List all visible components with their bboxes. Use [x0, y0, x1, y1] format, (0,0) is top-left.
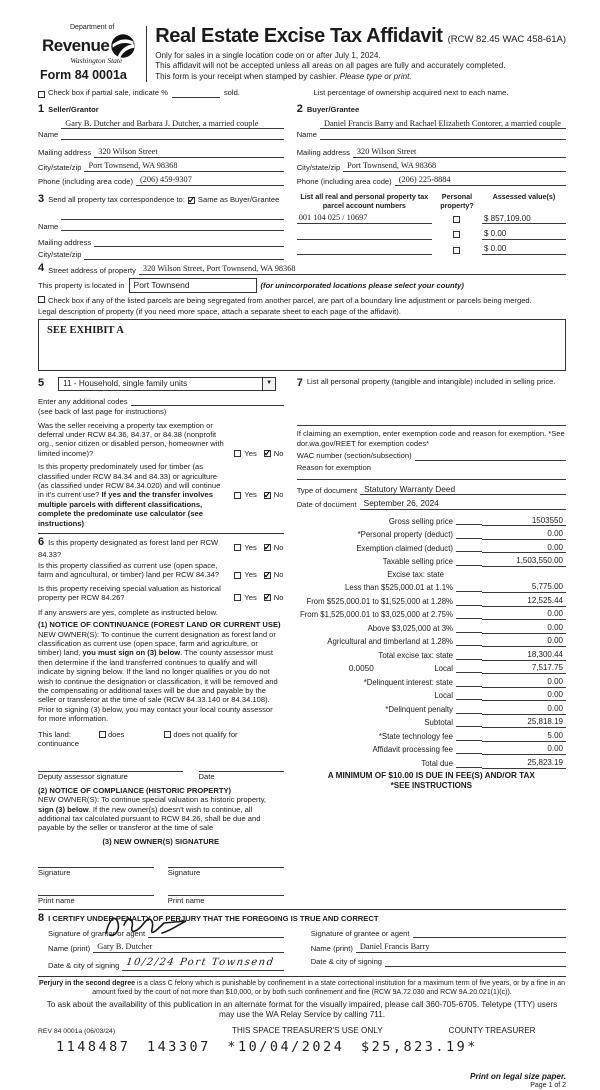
- treasurer-use-label: THIS SPACE TREASURER'S USE ONLY: [231, 1026, 383, 1036]
- money-row: Exemption claimed (deduct) 0.00: [297, 543, 566, 554]
- correspondence-mailing-field[interactable]: [94, 238, 283, 247]
- money-row: *State technology fee 5.00: [297, 731, 566, 742]
- s5q1-no-checkbox[interactable]: [264, 450, 271, 457]
- wac-number-label: WAC number (section/subsection): [296, 451, 412, 461]
- section-3-number: 3: [38, 193, 45, 206]
- section-7-number: 7: [296, 376, 303, 389]
- page-title: Real Estate Excise Tax Affidavit: [155, 25, 443, 47]
- print-note: Print on legal size paper. Page 1 of 2: [469, 1071, 566, 1089]
- money-row: 0.0050 Local 7,517.75: [297, 663, 566, 674]
- grantee-name-label: Name (print): [310, 943, 353, 953]
- section-6-number: 6: [38, 536, 45, 549]
- sold-label: sold.: [223, 88, 240, 98]
- minimum-due-note: A MINIMUM OF $10.00 IS DUE IN FEE(S) AND/OR TAX: [327, 771, 535, 781]
- money-row: Gross selling price 1503550: [297, 516, 566, 527]
- assessed-value-field[interactable]: $ 0.00: [482, 229, 566, 240]
- notice-compliance-title: (2) NOTICE OF COMPLIANCE (HISTORIC PROPERTY): [38, 785, 232, 795]
- money-row: *Personal property (deduct) 0.00: [297, 529, 566, 540]
- seller-mailing-field[interactable]: 320 Wilson Street: [94, 147, 283, 158]
- personal-property-checkbox[interactable]: [453, 231, 460, 238]
- parcel-number-field[interactable]: [297, 246, 432, 255]
- dept-of-label: Department of: [70, 24, 115, 31]
- located-in-input[interactable]: Port Townsend: [129, 278, 257, 293]
- money-row: Local 0.00: [297, 690, 566, 701]
- new-owner-printname-line-2[interactable]: [168, 884, 284, 896]
- money-value-field[interactable]: 0.00: [482, 543, 566, 554]
- s6q2-yes-checkbox[interactable]: [234, 572, 241, 579]
- excise-state-heading: Excise tax: state: [387, 569, 444, 579]
- street-address-field[interactable]: 320 Wilson Street, Port Townsend, WA 98368: [139, 264, 566, 275]
- s6q3-yes-checkbox[interactable]: [234, 594, 241, 601]
- wac-number-field[interactable]: [415, 452, 566, 461]
- money-value-field[interactable]: 0.00: [482, 623, 566, 634]
- grantee-signature-field[interactable]: [413, 929, 566, 938]
- money-value-field[interactable]: 18,300.44: [482, 650, 566, 661]
- header-instructions: Only for sales in a single location code on or after July 1, 2024. This affidavit will not be accepted unless all areas on all pages are fully and accurately completed. This form is your receipt when stamped by cashier. Please type or print.: [155, 50, 506, 81]
- personal-property-checkbox[interactable]: [453, 216, 460, 223]
- new-owner-signature-line-2[interactable]: [168, 856, 284, 868]
- parcel-row: [297, 229, 566, 240]
- grantor-signature-label: Signature of grantor or agent: [48, 928, 146, 938]
- money-value-field[interactable]: 0.00: [482, 529, 566, 540]
- new-owners-signature-title: (3) NEW OWNER(S) SIGNATURE: [102, 836, 220, 846]
- reason-exemption-label: Reason for exemption: [296, 462, 371, 472]
- excise-tax-rows: [297, 582, 566, 768]
- this-land-label: This land:: [38, 729, 71, 739]
- partial-sale-label: Check box if partial sale, indicate %: [48, 88, 168, 98]
- revenue-logo-icon: [110, 33, 136, 59]
- buyer-name-field[interactable]: Daniel Francis Barry and Rachael Elizabeth Contorer, a married couple: [320, 119, 566, 140]
- buyer-city-field[interactable]: Port Townsend, WA 98368: [343, 161, 566, 172]
- codes-note: (see back of last page for instructions): [38, 407, 167, 417]
- notice-continuance-title: (1) NOTICE OF CONTINUANCE (FOREST LAND OR CURRENT USE): [38, 620, 281, 630]
- type-of-document-label: Type of document: [296, 485, 358, 495]
- grantee-date-field[interactable]: [385, 958, 566, 967]
- buyer-grantee-title: Buyer/Grantee: [306, 104, 360, 114]
- money-value-field[interactable]: 0.00: [482, 677, 566, 688]
- s6-question-2: Is this property classified as current use (open space, farm and agricultural, or timber) land per RCW 84.34?: [38, 561, 220, 580]
- tax-correspondence-label: Send all property tax correspondence to:: [48, 195, 185, 205]
- rev-number: REV 84 0001a (06/03/24): [38, 1028, 116, 1036]
- parcel-number-field[interactable]: [297, 231, 432, 240]
- money-value-field[interactable]: 25,823.19: [482, 758, 566, 769]
- selling-price-rows: [297, 516, 566, 567]
- segregated-label: Check box if any of the listed parcels are being segregated from another parcel, are part of a boundary line adjustment or parcels being merged.: [48, 295, 532, 305]
- additional-codes-field[interactable]: [131, 397, 284, 406]
- land-does-not-checkbox[interactable]: [164, 731, 171, 738]
- money-row: Taxable selling price 1,503,550.00: [297, 556, 566, 567]
- new-owner-signature-line-1[interactable]: [38, 856, 154, 868]
- seller-grantor-title: Seller/Grantor: [48, 104, 99, 114]
- grantor-date-label: Date & city of signing: [48, 961, 120, 971]
- parcel-row: [297, 244, 566, 255]
- section-2-number: 2: [296, 102, 303, 115]
- correspondence-city-field[interactable]: [84, 251, 283, 260]
- s5q2-yes-checkbox[interactable]: [234, 492, 241, 499]
- money-value-field[interactable]: 1503550: [482, 516, 566, 527]
- partial-percent-field[interactable]: [172, 97, 220, 98]
- certify-statement: I CERTIFY UNDER PENALTY OF PERJURY THAT THE FOREGOING IS TRUE AND CORRECT: [48, 914, 379, 924]
- new-owner-printname-line-1[interactable]: [38, 884, 154, 896]
- money-row: Subtotal 25,818.19: [297, 717, 566, 728]
- money-value-field[interactable]: 0.00: [482, 690, 566, 701]
- money-row: Total excise tax: state 18,300.44: [297, 650, 566, 661]
- s6q1-no-checkbox[interactable]: [264, 544, 271, 551]
- type-of-document-field[interactable]: Statutory Warranty Deed: [360, 484, 566, 495]
- correspondence-name-field[interactable]: [61, 210, 283, 231]
- assessed-value-field[interactable]: $ 857,109.00: [482, 214, 566, 225]
- money-value-field[interactable]: 0.00: [482, 704, 566, 715]
- same-as-buyer-checkbox[interactable]: [188, 197, 195, 204]
- money-row: Affidavit processing fee 0.00: [297, 744, 566, 755]
- money-row: Total due 25,823.19: [297, 758, 566, 769]
- legal-description-box[interactable]: SEE EXHIBIT A: [38, 319, 566, 371]
- form-number: Form 84 0001a: [40, 67, 127, 82]
- personal-property-field[interactable]: [297, 414, 566, 426]
- parcel-row: [297, 213, 566, 224]
- dor-logo-block: [38, 24, 140, 83]
- land-use-value: 11 - Household, single family units: [63, 378, 188, 388]
- ownership-percent-note: List percentage of ownership acquired next to each name.: [313, 88, 509, 98]
- chevron-down-icon[interactable]: ▼: [262, 378, 275, 390]
- grantee-name-field[interactable]: Daniel Francis Barry: [356, 942, 566, 953]
- s5q2-no-checkbox[interactable]: [264, 492, 271, 499]
- s6-question-3: Is this property receiving special valuation as historical property per RCW 84.26?: [38, 583, 221, 603]
- deputy-date-label: Date: [198, 772, 215, 782]
- header-divider: [146, 26, 147, 82]
- money-row: Agricultural and timberland at 1.28% 0.00: [297, 636, 566, 647]
- located-in-label: This property is located in: [38, 280, 125, 290]
- exemption-note: If claiming an exemption, enter exemption code and reason for exemption. *See dor.wa.gov/REET for exemption codes*: [296, 429, 565, 448]
- notice-continuance-body: NEW OWNER(S): To continue the current designation as forest land or classification as current use (open space, farm and agriculture, or timber) land, you must sign on (3) below. The county assessor must then determine if the land transferred continues to qualify and will indicate by signing below. If the land no longer qualifies or you do not wish to continue the designation or classification, it will be removed and the compensating or additional taxes will be due and payable by the seller or transferor at the time of sale (RCW 84.33.140 or 84.34.108). Prior to signing (3) below, you may contact your local county assessor for more information.: [38, 629, 278, 724]
- s5-question-1: Was the seller receiving a property tax exemption or deferral under RCW 84.36, 84.37, or 84.38 (nonprofit org., senior citizen or disabled person, homeowner with limited income)?: [38, 420, 224, 458]
- grantee-signature-label: Signature of grantee or agent: [310, 928, 410, 938]
- form-header: [38, 24, 566, 83]
- money-value-field[interactable]: 5.00: [482, 731, 566, 742]
- deputy-date-line[interactable]: [199, 760, 284, 772]
- assessed-value-field[interactable]: $ 0.00: [482, 244, 566, 255]
- additional-codes-label: Enter any additional codes: [38, 396, 128, 406]
- s6-question-1: Is this property designated as forest land per RCW 84.33?: [38, 538, 219, 559]
- grantor-name-label: Name (print): [48, 943, 91, 953]
- street-address-label: Street address of property: [48, 266, 136, 275]
- money-value-field[interactable]: 5,775.00: [482, 582, 566, 593]
- located-in-note: (for unincorporated locations please select your county): [260, 280, 464, 290]
- seller-city-field[interactable]: Port Townsend, WA 98368: [84, 161, 283, 172]
- section-8-number: 8: [38, 912, 45, 925]
- rcw-code: (RCW 82.45 WAC 458-61A): [447, 34, 566, 45]
- s6q2-no-checkbox[interactable]: [264, 572, 271, 579]
- grantor-signature-field[interactable]: [148, 929, 283, 938]
- money-value-field[interactable]: 25,818.19: [482, 717, 566, 728]
- section-1-number: 1: [38, 102, 45, 115]
- deputy-assessor-label: Deputy assessor signature: [38, 772, 128, 782]
- same-as-buyer-label: Same as Buyer/Grantee: [197, 195, 280, 205]
- money-row: Less than $525,000.01 at 1.1% 5,775.00: [297, 582, 566, 593]
- land-does-checkbox[interactable]: [99, 731, 106, 738]
- money-value-field[interactable]: 7,517.75: [482, 663, 566, 674]
- money-value-field[interactable]: 12,525.44: [482, 596, 566, 607]
- partial-sale-checkbox[interactable]: [38, 91, 45, 98]
- money-row: From $525,000.01 to $1,525,000 at 1.28% 12,525.44: [297, 596, 566, 607]
- buyer-mailing-field[interactable]: 320 Wilson Street: [353, 147, 566, 158]
- money-row: *Delinquent interest: state 0.00: [297, 677, 566, 688]
- money-row: Above $3,025,000 at 3% 0.00: [297, 623, 566, 634]
- date-of-document-label: Date of document: [296, 500, 357, 510]
- section-5-number: 5: [38, 376, 45, 389]
- personal-property-label: List all personal property (tangible and intangible) included in selling price.: [306, 376, 556, 386]
- availability-notice: To ask about the availability of this publication in an alternate format for the visually impaired, please call 360-705-6705. Teletype (TTY) users may use the WA Relay Service by calling 711.: [46, 999, 558, 1020]
- money-value-field[interactable]: 1,503,550.00: [482, 556, 566, 567]
- revenue-wordmark: Revenue: [41, 36, 110, 56]
- seller-phone-field[interactable]: (206) 459-9307: [136, 175, 284, 186]
- legal-description-label: Legal description of property (if you need more space, attach a separate sheet to each page of the affidavit).: [38, 307, 401, 317]
- money-row: *Delinquent penalty 0.00: [297, 704, 566, 715]
- county-treasurer-label: COUNTY TREASURER: [448, 1026, 536, 1036]
- personal-property-checkbox[interactable]: [453, 247, 460, 254]
- reason-exemption-field[interactable]: [297, 472, 566, 480]
- section-4-number: 4: [38, 261, 45, 274]
- see-instructions-note: *SEE INSTRUCTIONS: [390, 781, 472, 791]
- grantor-date-field[interactable]: 10/2/24 Port Townsend: [125, 957, 276, 969]
- s6q1-yes-checkbox[interactable]: [234, 544, 241, 551]
- land-use-dropdown[interactable]: [58, 377, 276, 391]
- s6q3-no-checkbox[interactable]: [264, 594, 271, 601]
- parcel-table-header: List all real and personal property tax parcel account numbers Personal property? Assessed value(s): [300, 192, 556, 211]
- grantee-date-label: Date & city of signing: [310, 957, 383, 967]
- treasurer-stamp: 1148487 143307 *10/04/2024 $25,823.19*: [56, 1038, 478, 1055]
- parcel-number-field[interactable]: 001 104 025 / 10697: [297, 213, 432, 224]
- money-value-field[interactable]: 0.00: [482, 609, 566, 620]
- money-row: From $1,525,000.01 to $3,025,000 at 2.75% 0.00: [297, 609, 566, 620]
- washington-state-label: Washington State: [70, 55, 123, 65]
- money-value-field[interactable]: 0.00: [482, 636, 566, 647]
- buyer-phone-field[interactable]: (206) 225-8884: [395, 175, 566, 186]
- parcel-table: [297, 213, 566, 255]
- segregated-checkbox[interactable]: [38, 296, 45, 303]
- date-of-document-field[interactable]: September 26, 2024: [360, 498, 566, 509]
- notice-compliance-body: NEW OWNER(S): To continue special valuation as historic property, sign (3) below. If the new owner(s) doesn't wish to continue, all additional tax calculated pursuant to RCW 84.26, shall be due and payable by the seller or transferor at the time of sale: [38, 795, 267, 833]
- grantor-name-field[interactable]: Gary B. Dutcher: [93, 942, 283, 953]
- s5-question-2: Is this property predominately used for timber (as classified under RCW 84.34 and 84.33) or agriculture (as classified under RCW 84.34.020) and will continue in it's current use? If yes and the transfer involves multiple parcels with different classifications, complete the predominate use calculator (see instructions): [38, 462, 221, 528]
- money-value-field[interactable]: 0.00: [482, 744, 566, 755]
- s5q1-yes-checkbox[interactable]: [234, 450, 241, 457]
- deputy-assessor-signature-line[interactable]: [38, 760, 183, 772]
- seller-name-field[interactable]: Gary B. Dutcher and Barbara J. Dutcher, a married couple: [61, 119, 283, 140]
- s6-note: If any answers are yes, complete as instructed below.: [38, 607, 218, 617]
- perjury-notice: Perjury in the second degree is a class C felony which is punishable by confinement in a state correctional institution for a maximum term of five years, or by a fine in an amount fixed by the court of not more than $10,000, or by both such confinement and fine (RCW 9A.72.030 and RCW 9A.20.021(1)(c)).: [38, 979, 565, 996]
